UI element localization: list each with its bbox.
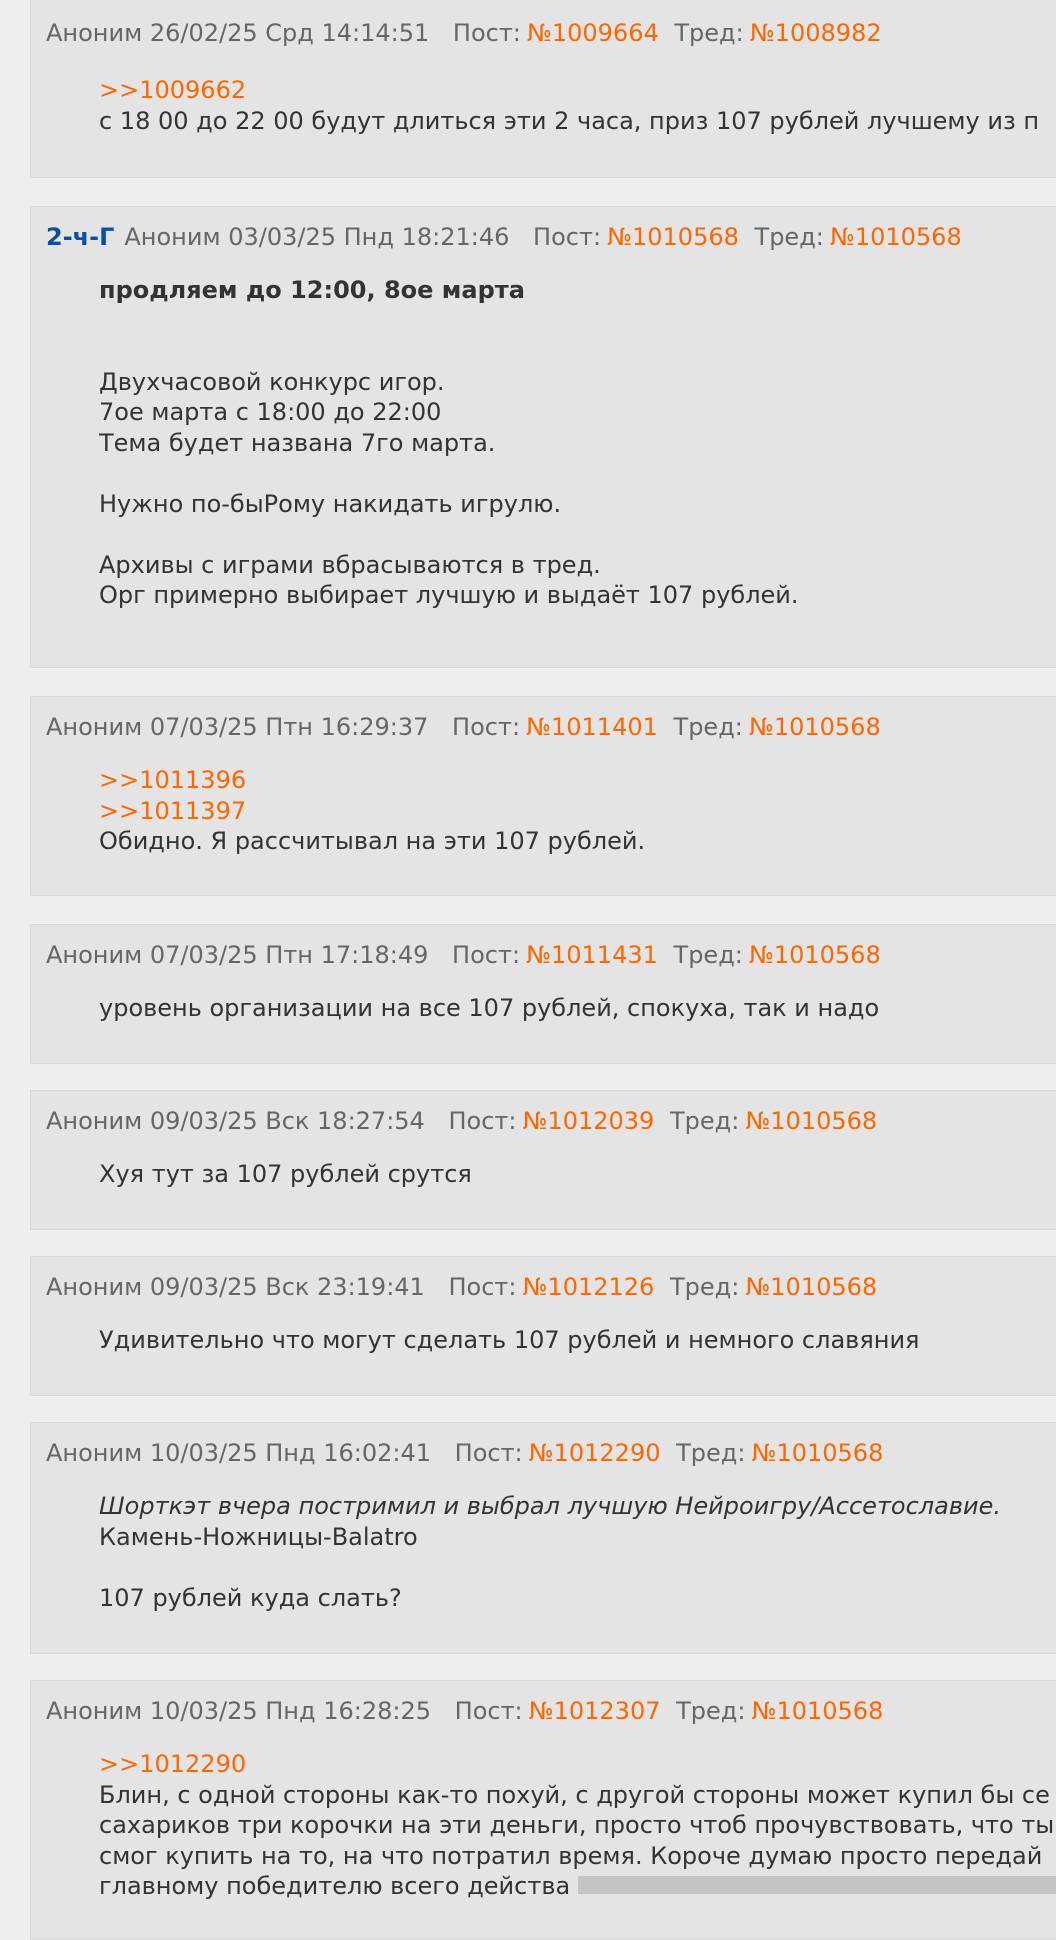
post-label: Пост: [452, 19, 521, 47]
post-text-line: Камень-Ножницы-Balatro [99, 1522, 418, 1551]
post-label: Пост: [533, 223, 602, 251]
post-text-line: 7ое марта с 18:00 до 22:00 [99, 398, 442, 426]
poster-name: Аноним [124, 223, 221, 251]
thread-label: Тред: [673, 941, 743, 969]
poster-name: Аноним [46, 1107, 143, 1135]
thread-number-link[interactable]: №1010568 [745, 1107, 878, 1135]
post-header [46, 1105, 877, 1137]
thread-label: Тред: [673, 713, 743, 741]
post-text-line: сахариков три корочки на эти деньги, просто чтоб прочувствовать, что ты [99, 1811, 1055, 1839]
post-datetime: 07/03/25 Птн 17:18:49 [149, 941, 429, 969]
thread-label: Тред: [676, 1697, 746, 1725]
post-datetime: 10/03/25 Пнд 16:28:25 [149, 1697, 431, 1725]
post-number-link[interactable]: №1012039 [522, 1107, 655, 1135]
post-number-link[interactable]: №1010568 [607, 223, 739, 251]
post-number-link[interactable]: №1009664 [526, 19, 659, 47]
post-1012290 [30, 1422, 1056, 1654]
post-header [46, 221, 962, 253]
thread-label: Тред: [669, 1273, 740, 1301]
reply-link[interactable]: >>1009662 [99, 76, 247, 104]
post-datetime: 03/03/25 Пнд 18:21:46 [228, 223, 510, 251]
post-number-link[interactable]: №1012290 [528, 1439, 661, 1467]
post-header [46, 1271, 877, 1303]
post-text-line: Двухчасовой конкурс игор. [99, 367, 445, 396]
reply-link[interactable]: >>1011396 [99, 766, 247, 794]
post-italic-text: Шорткэт вчера постримил и выбрал лучшую Нейроигру/Ассетославие. [99, 1492, 1001, 1520]
post-datetime: 26/02/25 Срд 14:14:51 [149, 19, 430, 47]
post-label: Пост: [452, 941, 521, 969]
post-body [99, 993, 879, 1024]
thread-number-link[interactable]: №1008982 [749, 19, 882, 47]
post-number-link[interactable]: №1012126 [522, 1273, 655, 1301]
post-datetime: 09/03/25 Вск 23:19:41 [149, 1273, 425, 1301]
poster-name: Аноним [46, 19, 143, 47]
post-header [46, 1695, 883, 1727]
post-body [99, 275, 799, 611]
post-text-line: с 18 00 до 22 00 будут длиться эти 2 часа, приз 107 рублей лучшему из п [99, 106, 1040, 135]
post-label: Пост: [454, 1697, 523, 1725]
post-header [46, 939, 881, 971]
post-body [99, 1159, 472, 1190]
post-label: Пост: [448, 1273, 517, 1301]
thread-label: Тред: [754, 223, 824, 251]
post-label: Пост: [454, 1439, 523, 1467]
post-text-line: главному победителю всего действа [99, 1872, 571, 1900]
tripcode[interactable]: 2-ч-Г [46, 223, 115, 251]
post-text-line: Блин, с одной стороны как-то похуй, с другой стороны может купил бы се [99, 1780, 1050, 1809]
post-text-line: смог купить на то, на что потратил время. Короче думаю просто передай [99, 1841, 1043, 1870]
post-datetime: 09/03/25 Вск 18:27:54 [149, 1107, 425, 1135]
post-text-line: Тема будет названа 7го марта. [99, 428, 496, 457]
blank-line [99, 458, 799, 489]
post-text-line: 107 рублей куда слать? [99, 1583, 402, 1612]
thread-number-link[interactable]: №1010568 [745, 1273, 878, 1301]
post-1011431 [30, 924, 1056, 1064]
thread-number-link[interactable]: №1010568 [751, 1697, 884, 1725]
reply-link[interactable]: >>1011397 [99, 796, 247, 825]
post-body [99, 1491, 1001, 1613]
post-text-line: Удивительно что могут сделать 107 рублей и немного славяния [99, 1326, 920, 1354]
reply-link[interactable]: >>1012290 [99, 1750, 247, 1778]
thread-label: Тред: [669, 1107, 740, 1135]
post-1012307 [30, 1680, 1056, 1940]
post-text-line: Архивы с играми вбрасываются в тред. [99, 550, 601, 579]
post-text-line: уровень организации на все 107 рублей, спокуха, так и надо [99, 994, 880, 1022]
post-1011401 [30, 696, 1056, 896]
post-1010568 [30, 206, 1056, 668]
blank-line [99, 306, 799, 337]
post-text-line: Хуя тут за 107 рублей срутся [99, 1160, 472, 1188]
post-text-line: Обидно. Я рассчитывал на эти 107 рублей. [99, 827, 646, 855]
poster-name: Аноним [46, 1273, 143, 1301]
post-bold-text: продляем до 12:00, 8ое марта [99, 276, 525, 304]
post-body [99, 1325, 919, 1356]
post-datetime: 10/03/25 Пнд 16:02:41 [149, 1439, 431, 1467]
post-header [46, 1437, 883, 1469]
post-header [46, 711, 881, 743]
poster-name: Аноним [46, 1697, 143, 1725]
thread-number-link[interactable]: №1010568 [748, 941, 881, 969]
poster-name: Аноним [46, 713, 143, 741]
poster-name: Аноним [46, 941, 143, 969]
blank-line [99, 519, 799, 550]
post-body [99, 75, 1039, 136]
post-number-link[interactable]: №1011401 [526, 713, 658, 741]
thread-label: Тред: [674, 19, 744, 47]
post-datetime: 07/03/25 Птн 16:29:37 [149, 713, 429, 741]
post-text-line: Нужно по-быРому накидать игрулю. [99, 489, 562, 518]
thread-number-link[interactable]: №1010568 [829, 223, 962, 251]
post-body [99, 765, 645, 857]
post-label: Пост: [452, 713, 521, 741]
blank-line [99, 336, 799, 367]
post-1012039 [30, 1090, 1056, 1230]
post-label: Пост: [448, 1107, 517, 1135]
horizontal-scrollbar-thumb[interactable] [578, 1876, 1056, 1894]
post-number-link[interactable]: №1011431 [526, 941, 658, 969]
blank-line [99, 1552, 1001, 1583]
post-1009664 [30, 0, 1056, 178]
post-text-line: Орг примерно выбирает лучшую и выдаёт 107 рублей. [99, 581, 799, 609]
post-header [46, 17, 882, 49]
thread-number-link[interactable]: №1010568 [748, 713, 881, 741]
post-number-link[interactable]: №1012307 [528, 1697, 661, 1725]
post-1012126 [30, 1256, 1056, 1396]
thread-label: Тред: [676, 1439, 746, 1467]
poster-name: Аноним [46, 1439, 143, 1467]
thread-number-link[interactable]: №1010568 [751, 1439, 884, 1467]
